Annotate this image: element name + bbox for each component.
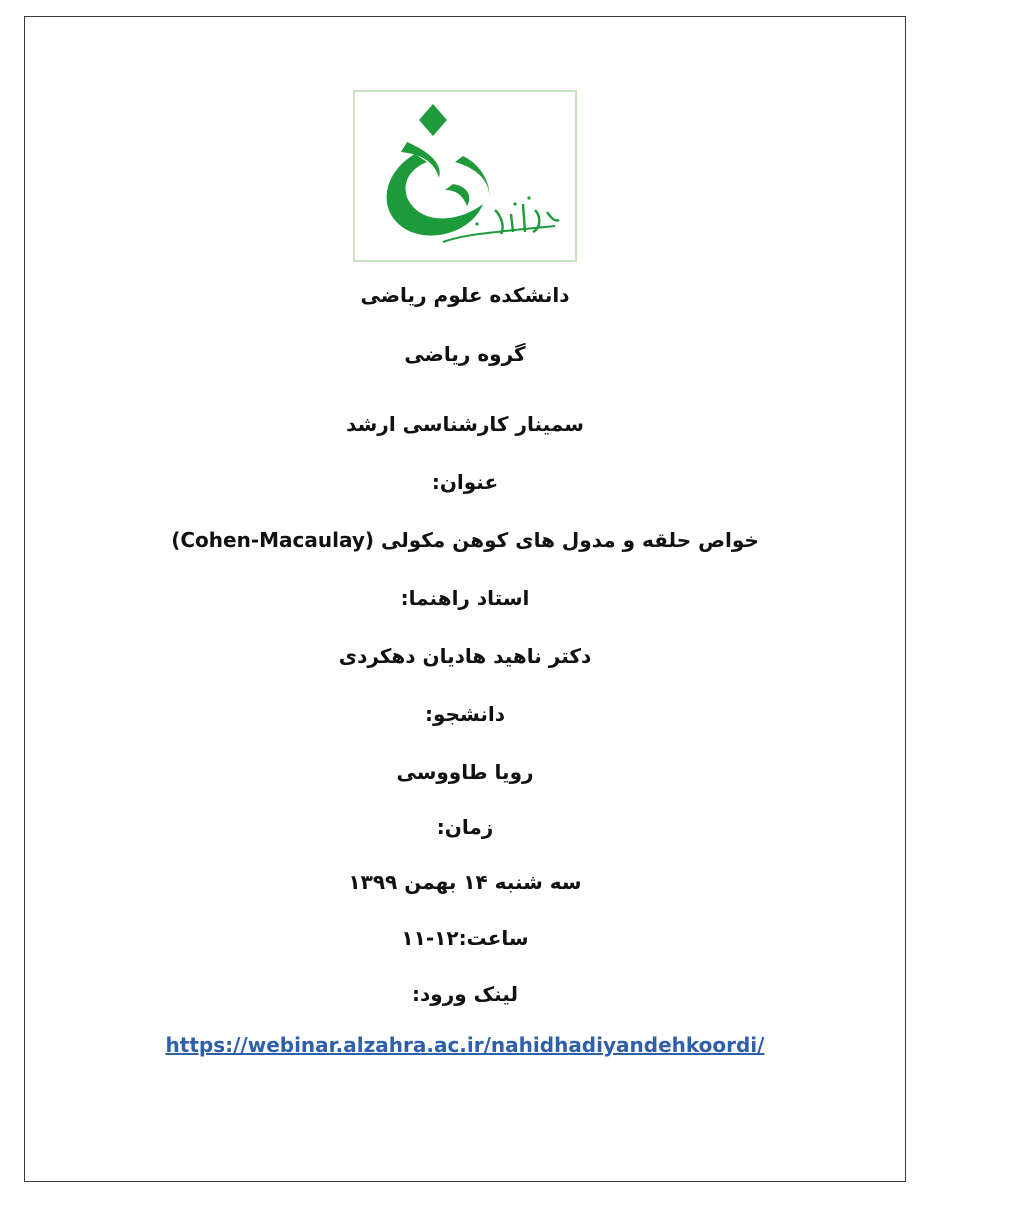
webinar-link[interactable]: https://webinar.alzahra.ac.ir/nahidhadiyandehkoordi/ [165, 1033, 765, 1057]
university-logo [353, 90, 577, 262]
supervisor-name: دکتر ناهید هادیان دهکردی [338, 644, 592, 668]
link-label: لینک ورود: [412, 982, 518, 1006]
alzahra-logo-icon [355, 92, 575, 260]
seminar-hour: ساعت:۱۲-۱۱ [401, 926, 529, 950]
seminar-date: سه شنبه ۱۴ بهمن ۱۳۹۹ [348, 870, 582, 894]
time-label: زمان: [436, 815, 494, 839]
seminar-title: خواص حلقه و مدول های کوهن مکولی (Cohen-Macaulay) [171, 528, 759, 552]
supervisor-label: استاد راهنما: [400, 586, 530, 610]
seminar-type: سمینار کارشناسی ارشد [346, 412, 584, 436]
student-name: رویا طاووسی [396, 760, 534, 784]
title-label: عنوان: [431, 470, 499, 494]
student-label: دانشجو: [425, 702, 505, 726]
department-name: گروه ریاضی [404, 342, 526, 366]
faculty-name: دانشکده علوم ریاضی [360, 283, 570, 307]
